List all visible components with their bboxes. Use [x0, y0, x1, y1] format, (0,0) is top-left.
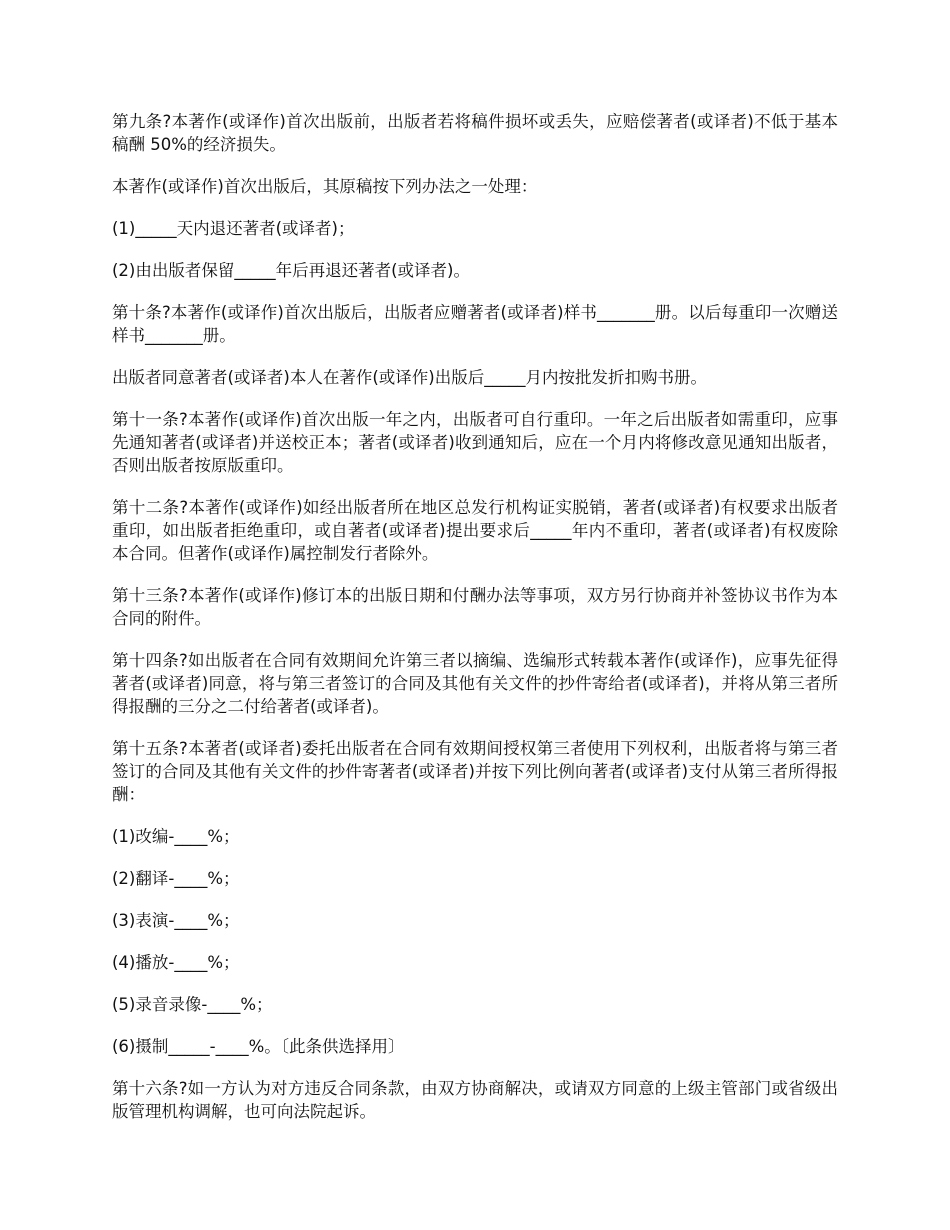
paragraph-article-12: 第十二条?本著作(或译作)如经出版者所在地区总发行机构证实脱销，著者(或译者)有权要求出版者重印，如出版者拒绝重印，或自著者(或译者)提出要求后_____年内不重印，著者(或译者)有权废除本合同。但著作(或译作)属控制发行者除外。 [112, 498, 838, 563]
paragraph-author-purchase: 出版者同意著者(或译者)本人在著作(或译作)出版后_____月内按批发折扣购书册。 [112, 368, 707, 387]
paragraph-article-11: 第十一条?本著作(或译作)首次出版一年之内，出版者可自行重印。一年之后出版者如需重印，应事先通知著者(或译者)并送校正本；著者(或译者)收到通知后，应在一个月内将修改意见通知出版者，否则出版者按原版重印。 [112, 410, 838, 475]
paragraph-rights-recording: (5)录音录像-____%； [112, 995, 273, 1014]
paragraph-article-10: 第十条?本著作(或译作)首次出版后，出版者应赠著者(或译者)样书_______册。以后每重印一次赠送样书_______册。 [112, 303, 838, 345]
paragraph-manuscript-handling: 本著作(或译作)首次出版后，其原稿按下列办法之一处理： [112, 177, 538, 196]
paragraph-rights-broadcast: (4)播放-____%； [112, 953, 240, 972]
paragraph-rights-filming: (6)摄制_____-____%。〔此条供选择用〕 [112, 1037, 405, 1056]
document-body [112, 110, 838, 1142]
paragraph-rights-performance: (3)表演-____%； [112, 911, 240, 930]
paragraph-article-15: 第十五条?本著者(或译者)委托出版者在合同有效期间授权第三者使用下列权利，出版者将与第三者签订的合同及其他有关文件的抄件寄著者(或译者)并按下列比例向著者(或译者)支付从第三者所得报酬： [112, 739, 838, 804]
paragraph-rights-adaptation: (1)改编-____%； [112, 827, 240, 846]
paragraph-article-9: 第九条?本著作(或译作)首次出版前，出版者若将稿件损坏或丢失，应赔偿著者(或译者)不低于基本稿酬 50%的经济损失。 [112, 112, 838, 154]
paragraph-article-13: 第十三条?本著作(或译作)修订本的出版日期和付酬办法等事项，双方另行协商并补签协议书作为本合同的附件。 [112, 586, 838, 628]
paragraph-article-16: 第十六条?如一方认为对方违反合同条款，由双方协商解决，或请双方同意的上级主管部门或省级出版管理机构调解，也可向法院起诉。 [112, 1079, 838, 1121]
paragraph-option-1: (1)_____天内退还著者(或译者)； [112, 219, 355, 238]
paragraph-article-14: 第十四条?如出版者在合同有效期间允许第三者以摘编、选编形式转载本著作(或译作)，应事先征得著者(或译者)同意，将与第三者签订的合同及其他有关文件的抄件寄给者(或译者)，并将从第三者所得报酬的三分之二付给著者(或译者)。 [112, 651, 838, 716]
paragraph-rights-translation: (2)翻译-____%； [112, 869, 240, 888]
paragraph-option-2: (2)由出版者保留_____年后再退还著者(或译者)。 [112, 261, 470, 280]
